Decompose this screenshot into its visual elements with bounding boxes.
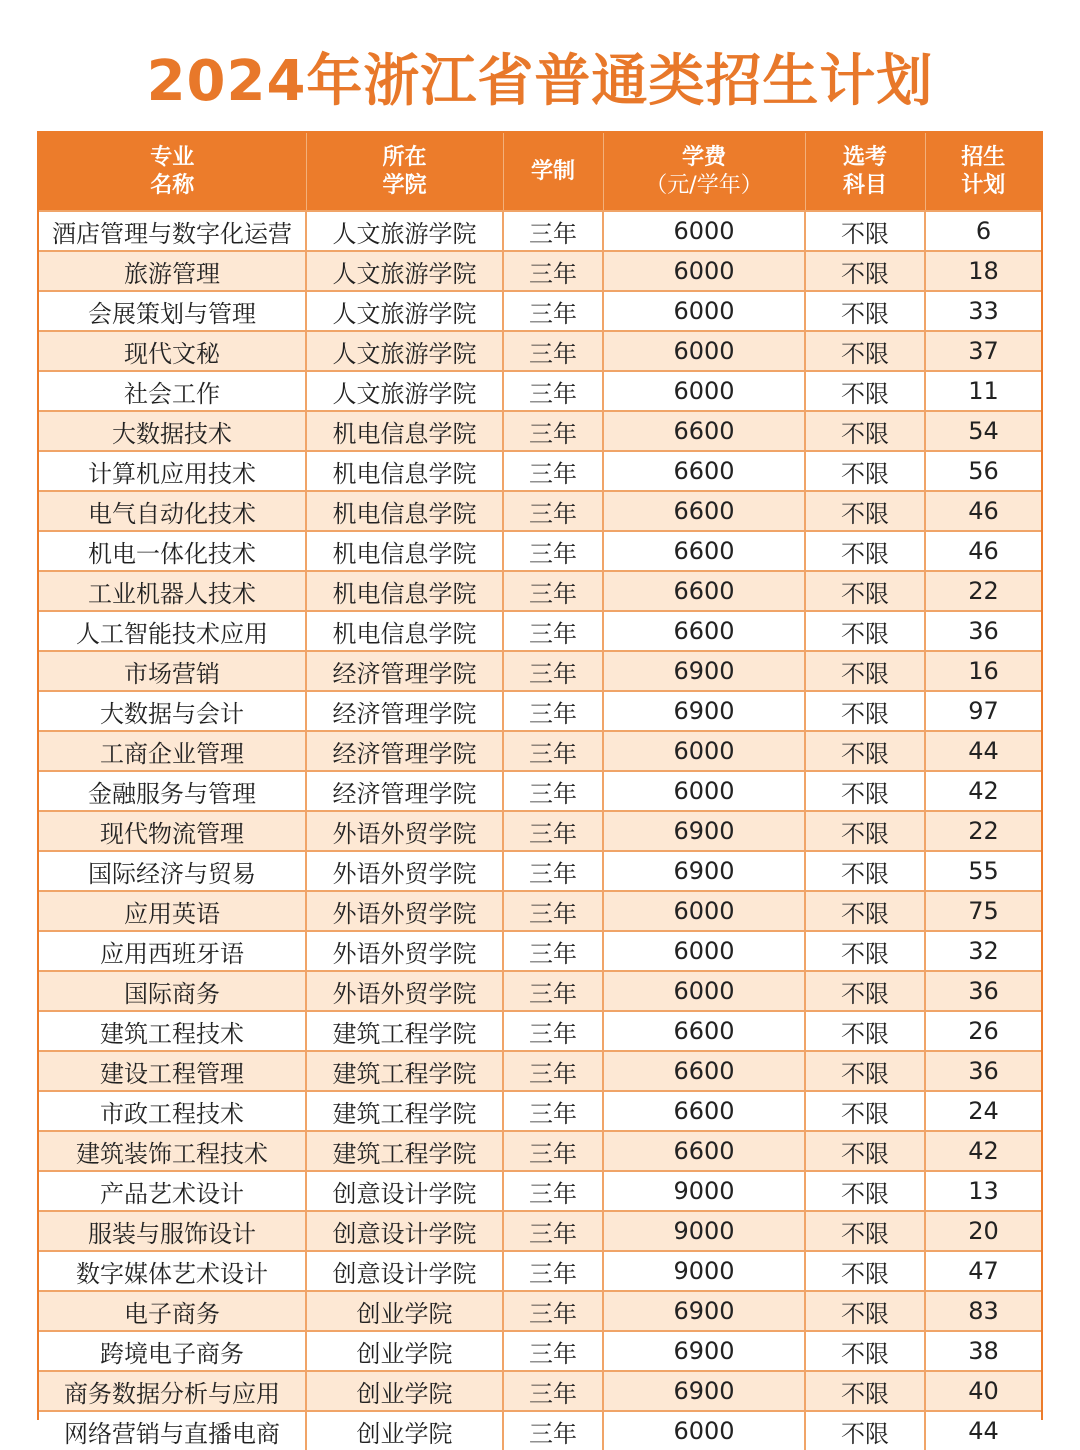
subjects-cell: 不限 [805, 451, 925, 491]
major-cell: 电气自动化技术 [39, 491, 306, 531]
duration-cell: 三年 [503, 811, 603, 851]
table-row [39, 1171, 1041, 1211]
major-cell: 人工智能技术应用 [39, 611, 306, 651]
subjects-cell: 不限 [805, 1091, 925, 1131]
duration-cell: 三年 [503, 451, 603, 491]
table-row [39, 1291, 1041, 1331]
duration-cell: 三年 [503, 291, 603, 331]
table-row [39, 731, 1041, 771]
subjects-cell: 不限 [805, 811, 925, 851]
plan-cell: 46 [925, 491, 1041, 531]
table-row [39, 1251, 1041, 1291]
header-subjects [805, 133, 925, 211]
duration-cell: 三年 [503, 1291, 603, 1331]
college-cell: 创意设计学院 [306, 1211, 503, 1251]
header-college [306, 133, 503, 211]
tuition-cell: 6600 [603, 1091, 805, 1131]
table-row [39, 611, 1041, 651]
plan-cell: 42 [925, 1131, 1041, 1171]
college-cell: 经济管理学院 [306, 771, 503, 811]
tuition-cell: 9000 [603, 1211, 805, 1251]
duration-cell: 三年 [503, 1171, 603, 1211]
tuition-cell: 6900 [603, 1371, 805, 1411]
table-row [39, 771, 1041, 811]
duration-cell: 三年 [503, 371, 603, 411]
major-cell: 现代物流管理 [39, 811, 306, 851]
major-cell: 数字媒体艺术设计 [39, 1251, 306, 1291]
subjects-cell: 不限 [805, 771, 925, 811]
tuition-cell: 6000 [603, 291, 805, 331]
tuition-cell: 6000 [603, 771, 805, 811]
subjects-cell: 不限 [805, 691, 925, 731]
tuition-cell: 6600 [603, 491, 805, 531]
tuition-cell: 6600 [603, 1011, 805, 1051]
college-cell: 创业学院 [306, 1371, 503, 1411]
duration-cell: 三年 [503, 571, 603, 611]
subjects-cell: 不限 [805, 1131, 925, 1171]
header-college-line: 所在 [382, 144, 427, 170]
table-row [39, 1011, 1041, 1051]
plan-cell: 83 [925, 1291, 1041, 1331]
tuition-cell: 6000 [603, 211, 805, 251]
table-row [39, 931, 1041, 971]
table-row [39, 451, 1041, 491]
plan-cell: 38 [925, 1331, 1041, 1371]
table-row [39, 1211, 1041, 1251]
enrollment-plan-table [37, 131, 1043, 1448]
college-cell: 机电信息学院 [306, 611, 503, 651]
header-plan-line: 计划 [961, 172, 1006, 198]
subjects-cell: 不限 [805, 731, 925, 771]
major-cell: 市政工程技术 [39, 1091, 306, 1131]
college-cell: 外语外贸学院 [306, 811, 503, 851]
college-cell: 创意设计学院 [306, 1171, 503, 1211]
plan-cell: 75 [925, 891, 1041, 931]
duration-cell: 三年 [503, 1091, 603, 1131]
college-cell: 机电信息学院 [306, 451, 503, 491]
college-cell: 人文旅游学院 [306, 371, 503, 411]
major-cell: 旅游管理 [39, 251, 306, 291]
plan-cell: 55 [925, 851, 1041, 891]
plan-cell: 32 [925, 931, 1041, 971]
tuition-cell: 6000 [603, 731, 805, 771]
major-cell: 大数据与会计 [39, 691, 306, 731]
major-cell: 计算机应用技术 [39, 451, 306, 491]
college-cell: 人文旅游学院 [306, 331, 503, 371]
tuition-cell: 9000 [603, 1251, 805, 1291]
table-row [39, 891, 1041, 931]
plan-cell: 36 [925, 971, 1041, 1011]
table-row [39, 1131, 1041, 1171]
plan-cell: 18 [925, 251, 1041, 291]
tuition-cell: 6600 [603, 1131, 805, 1171]
table-row [39, 811, 1041, 851]
duration-cell: 三年 [503, 331, 603, 371]
tuition-cell: 9000 [603, 1171, 805, 1211]
subjects-cell: 不限 [805, 291, 925, 331]
plan-cell: 42 [925, 771, 1041, 811]
table-row [39, 491, 1041, 531]
college-cell: 外语外贸学院 [306, 891, 503, 931]
plan-cell: 36 [925, 1051, 1041, 1091]
duration-cell: 三年 [503, 1371, 603, 1411]
table-row [39, 211, 1041, 251]
major-cell: 服装与服饰设计 [39, 1211, 306, 1251]
table-row [39, 1411, 1041, 1450]
tuition-cell: 6000 [603, 931, 805, 971]
table-row [39, 971, 1041, 1011]
table-row [39, 291, 1041, 331]
college-cell: 经济管理学院 [306, 691, 503, 731]
subjects-cell: 不限 [805, 1251, 925, 1291]
plan-cell: 44 [925, 731, 1041, 771]
header-subjects-line: 选考 [842, 144, 887, 170]
tuition-cell: 6000 [603, 971, 805, 1011]
table-row [39, 691, 1041, 731]
page-title: 2024年浙江省普通类招生计划 [146, 49, 934, 114]
header-major [39, 133, 306, 211]
tuition-cell: 6900 [603, 691, 805, 731]
duration-cell: 三年 [503, 851, 603, 891]
subjects-cell: 不限 [805, 891, 925, 931]
college-cell: 外语外贸学院 [306, 971, 503, 1011]
tuition-cell: 6000 [603, 371, 805, 411]
table-row [39, 411, 1041, 451]
college-cell: 外语外贸学院 [306, 931, 503, 971]
college-cell: 人文旅游学院 [306, 211, 503, 251]
subjects-cell: 不限 [805, 531, 925, 571]
table-row [39, 251, 1041, 291]
college-cell: 人文旅游学院 [306, 291, 503, 331]
subjects-cell: 不限 [805, 571, 925, 611]
subjects-cell: 不限 [805, 1211, 925, 1251]
duration-cell: 三年 [503, 491, 603, 531]
duration-cell: 三年 [503, 531, 603, 571]
college-cell: 机电信息学院 [306, 571, 503, 611]
plan-cell: 6 [925, 211, 1041, 251]
subjects-cell: 不限 [805, 251, 925, 291]
college-cell: 机电信息学院 [306, 531, 503, 571]
plan-cell: 37 [925, 331, 1041, 371]
subjects-cell: 不限 [805, 411, 925, 451]
major-cell: 网络营销与直播电商 [39, 1411, 306, 1450]
duration-cell: 三年 [503, 211, 603, 251]
tuition-cell: 6900 [603, 1291, 805, 1331]
subjects-cell: 不限 [805, 1011, 925, 1051]
major-cell: 商务数据分析与应用 [39, 1371, 306, 1411]
college-cell: 创意设计学院 [306, 1251, 503, 1291]
major-cell: 工业机器人技术 [39, 571, 306, 611]
table-body [39, 211, 1041, 1450]
tuition-cell: 6000 [603, 891, 805, 931]
major-cell: 建筑工程技术 [39, 1011, 306, 1051]
subjects-cell: 不限 [805, 1331, 925, 1371]
header-major-line: 专业 [150, 144, 195, 170]
subjects-cell: 不限 [805, 1171, 925, 1211]
tuition-cell: 6000 [603, 251, 805, 291]
table-row [39, 531, 1041, 571]
plan-cell: 36 [925, 611, 1041, 651]
duration-cell: 三年 [503, 731, 603, 771]
plan-cell: 26 [925, 1011, 1041, 1051]
subjects-cell: 不限 [805, 1371, 925, 1411]
duration-cell: 三年 [503, 1331, 603, 1371]
major-cell: 工商企业管理 [39, 731, 306, 771]
tuition-cell: 6600 [603, 531, 805, 571]
plan-cell: 97 [925, 691, 1041, 731]
tuition-cell: 6600 [603, 611, 805, 651]
college-cell: 建筑工程学院 [306, 1131, 503, 1171]
duration-cell: 三年 [503, 1051, 603, 1091]
plan-cell: 22 [925, 811, 1041, 851]
duration-cell: 三年 [503, 931, 603, 971]
plan-cell: 11 [925, 371, 1041, 411]
duration-cell: 三年 [503, 1211, 603, 1251]
subjects-cell: 不限 [805, 1291, 925, 1331]
table-header-row [39, 133, 1041, 211]
plan-cell: 24 [925, 1091, 1041, 1131]
subjects-cell: 不限 [805, 371, 925, 411]
major-cell: 建筑装饰工程技术 [39, 1131, 306, 1171]
major-cell: 国际经济与贸易 [39, 851, 306, 891]
table-row [39, 1371, 1041, 1411]
duration-cell: 三年 [503, 771, 603, 811]
subjects-cell: 不限 [805, 1411, 925, 1450]
major-cell: 会展策划与管理 [39, 291, 306, 331]
plan-cell: 44 [925, 1411, 1041, 1450]
major-cell: 电子商务 [39, 1291, 306, 1331]
college-cell: 建筑工程学院 [306, 1011, 503, 1051]
major-cell: 大数据技术 [39, 411, 306, 451]
table-row [39, 651, 1041, 691]
duration-cell: 三年 [503, 1251, 603, 1291]
plan-cell: 20 [925, 1211, 1041, 1251]
plan-cell: 46 [925, 531, 1041, 571]
header-college-line: 学院 [382, 172, 427, 198]
college-cell: 人文旅游学院 [306, 251, 503, 291]
duration-cell: 三年 [503, 251, 603, 291]
college-cell: 经济管理学院 [306, 731, 503, 771]
subjects-cell: 不限 [805, 491, 925, 531]
table-row [39, 1051, 1041, 1091]
major-cell: 市场营销 [39, 651, 306, 691]
table-row [39, 331, 1041, 371]
college-cell: 建筑工程学院 [306, 1091, 503, 1131]
header-duration [503, 133, 603, 211]
table-row [39, 371, 1041, 411]
duration-cell: 三年 [503, 1011, 603, 1051]
tuition-cell: 6000 [603, 331, 805, 371]
duration-cell: 三年 [503, 1411, 603, 1450]
subjects-cell: 不限 [805, 971, 925, 1011]
table-row [39, 1331, 1041, 1371]
major-cell: 社会工作 [39, 371, 306, 411]
subjects-cell: 不限 [805, 931, 925, 971]
header-major-line: 名称 [150, 172, 195, 198]
header-plan [925, 133, 1041, 211]
tuition-cell: 6600 [603, 451, 805, 491]
tuition-cell: 6900 [603, 851, 805, 891]
major-cell: 产品艺术设计 [39, 1171, 306, 1211]
header-tuition-line: （元/学年） [645, 172, 763, 198]
major-cell: 现代文秘 [39, 331, 306, 371]
major-cell: 酒店管理与数字化运营 [39, 211, 306, 251]
tuition-cell: 6600 [603, 411, 805, 451]
duration-cell: 三年 [503, 1131, 603, 1171]
major-cell: 应用西班牙语 [39, 931, 306, 971]
duration-cell: 三年 [503, 611, 603, 651]
header-tuition [603, 133, 805, 211]
tuition-cell: 6900 [603, 811, 805, 851]
college-cell: 创业学院 [306, 1331, 503, 1371]
plan-cell: 22 [925, 571, 1041, 611]
table-row [39, 851, 1041, 891]
header-plan-line: 招生 [961, 144, 1006, 170]
plan-cell: 47 [925, 1251, 1041, 1291]
subjects-cell: 不限 [805, 851, 925, 891]
subjects-cell: 不限 [805, 1051, 925, 1091]
subjects-cell: 不限 [805, 611, 925, 651]
tuition-cell: 6000 [603, 1411, 805, 1450]
subjects-cell: 不限 [805, 331, 925, 371]
header-subjects-line: 科目 [842, 172, 887, 198]
college-cell: 创业学院 [306, 1411, 503, 1450]
major-cell: 跨境电子商务 [39, 1331, 306, 1371]
duration-cell: 三年 [503, 971, 603, 1011]
plan-cell: 56 [925, 451, 1041, 491]
duration-cell: 三年 [503, 691, 603, 731]
college-cell: 经济管理学院 [306, 651, 503, 691]
plan-cell: 54 [925, 411, 1041, 451]
major-cell: 金融服务与管理 [39, 771, 306, 811]
tuition-cell: 6900 [603, 651, 805, 691]
duration-cell: 三年 [503, 411, 603, 451]
major-cell: 国际商务 [39, 971, 306, 1011]
plan-cell: 13 [925, 1171, 1041, 1211]
plan-cell: 33 [925, 291, 1041, 331]
subjects-cell: 不限 [805, 651, 925, 691]
tuition-cell: 6600 [603, 571, 805, 611]
major-cell: 建设工程管理 [39, 1051, 306, 1091]
plan-cell: 16 [925, 651, 1041, 691]
table-row [39, 1091, 1041, 1131]
college-cell: 机电信息学院 [306, 411, 503, 451]
college-cell: 建筑工程学院 [306, 1051, 503, 1091]
major-cell: 机电一体化技术 [39, 531, 306, 571]
duration-cell: 三年 [503, 651, 603, 691]
header-duration-line: 学制 [530, 158, 575, 184]
plan-cell: 40 [925, 1371, 1041, 1411]
college-cell: 机电信息学院 [306, 491, 503, 531]
header-tuition-line: 学费 [681, 144, 726, 170]
table-row [39, 571, 1041, 611]
major-cell: 应用英语 [39, 891, 306, 931]
subjects-cell: 不限 [805, 211, 925, 251]
college-cell: 外语外贸学院 [306, 851, 503, 891]
tuition-cell: 6900 [603, 1331, 805, 1371]
college-cell: 创业学院 [306, 1291, 503, 1331]
duration-cell: 三年 [503, 891, 603, 931]
tuition-cell: 6600 [603, 1051, 805, 1091]
